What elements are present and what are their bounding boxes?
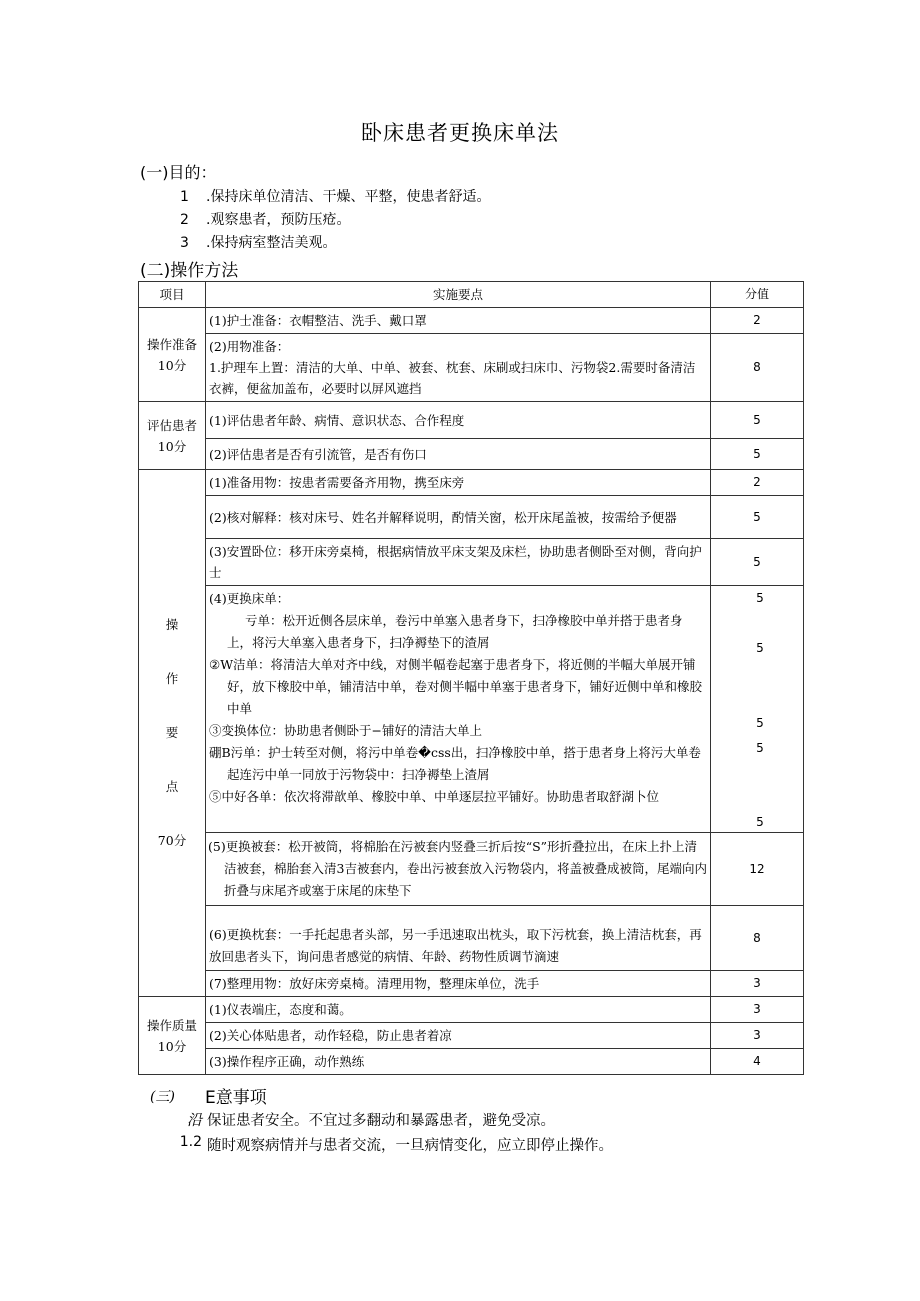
point-cell: (3)操作程序正确，动作熟练	[206, 1049, 711, 1075]
purpose-heading: (一)目的：	[140, 163, 217, 182]
point-cell: (1)护士准备：衣帽整洁、洗手、戴口罩	[206, 308, 711, 334]
purpose-num: 2	[180, 212, 189, 228]
table-row	[139, 539, 804, 586]
header-points: 实施要点	[206, 282, 711, 308]
score-cell: 12	[711, 833, 804, 906]
purpose-num: 3	[180, 235, 189, 251]
note-text: 保证患者安全。不宜过多翻动和暴露患者，避免受凉。	[207, 1113, 555, 1129]
item-quality	[139, 997, 206, 1075]
score-cell: 5	[711, 402, 804, 439]
table-row	[139, 586, 804, 833]
table-row	[139, 470, 804, 496]
sub-score: 5	[756, 741, 764, 755]
point-cell: (6)更换枕套：一手托起患者头部，另一手迅速取出枕头，取下污枕套，换上清洁枕套，再放回患者头下，询问患者感觉的病情、年龄、药物性质调节滴速	[206, 906, 711, 971]
score-cell: 3	[711, 1023, 804, 1049]
score-cell: 5	[711, 539, 804, 586]
point-cell: (1)仪表端庄，态度和蔼。	[206, 997, 711, 1023]
header-score: 分值	[711, 282, 804, 308]
score-cell	[711, 586, 804, 833]
item-char: 要	[165, 725, 179, 740]
note-text: 随时观察病情并与患者交流，一旦病情变化，应立即停止操作。	[207, 1138, 613, 1154]
point-cell: (5)更换被套：松开被筒，将棉胎在污被套内竖叠三折后按“S”形折叠拉出，在床上扑上清洁被套，棉胎套入清3吉被套内，卷出污被套放入污物袋内，将盖被叠成被筒，尾端向内折叠与床尾齐或塞于床尾的床垫下	[206, 833, 711, 906]
note-label: 沿	[186, 1111, 202, 1129]
purpose-text: .保持床单位清洁、干燥、平整，使患者舒适。	[206, 189, 491, 205]
table-row	[139, 997, 804, 1023]
point-line: ⑤中好各单：依次将滞歆单、橡胶中单、中单逐层拉平铺好。协助患者取舒湖卜位	[209, 789, 660, 804]
item-line: 操作质量	[146, 1017, 197, 1033]
procedure-table	[138, 281, 804, 1075]
purpose-text: .保持病室整洁美观。	[206, 235, 337, 251]
table-row	[139, 496, 804, 539]
score-cell: 2	[711, 308, 804, 334]
item-char: 点	[165, 779, 179, 794]
point-line: 1.护理车上置：清洁的大单、中单、被套、枕套、床刷或扫床巾、污物袋2.需要时备清洁衣裤，便盆加盖布，必要时以屏风遮挡	[209, 360, 696, 396]
score-cell: 8	[711, 334, 804, 402]
sub-score: 5	[756, 591, 764, 605]
table-row	[139, 906, 804, 971]
table-row	[139, 1049, 804, 1075]
purpose-num: 1	[180, 189, 189, 205]
purpose-text: .观察患者，预防压疮。	[206, 212, 351, 228]
purpose-item	[180, 232, 336, 252]
table-row	[139, 833, 804, 906]
point-line	[209, 610, 707, 654]
table-row	[139, 971, 804, 997]
header-item: 项目	[139, 282, 206, 308]
point-cell: (2)核对解释：核对床号、姓名并解释说明，酌情关窗，松开床尾盖被，按需给予便器	[206, 496, 711, 539]
score-cell: 8	[711, 906, 804, 971]
purpose-item	[180, 186, 490, 206]
score-cell: 3	[711, 971, 804, 997]
table-header-row	[139, 282, 804, 308]
item-char: 操	[165, 617, 179, 632]
note-label: 1.2	[179, 1134, 202, 1150]
point-cell	[206, 334, 711, 402]
score-cell: 3	[711, 997, 804, 1023]
point-cell: (2)关心体贴患者，动作轻稳，防止患者着凉	[206, 1023, 711, 1049]
point-cell	[206, 586, 711, 833]
point-text: 亏单：松开近侧各层床单，卷污中单塞入患者身下，扫净橡胶中单并搭于患者身上，将污大单塞入患者身下，扫净褥垫下的渣屑	[227, 613, 683, 650]
point-cell: (1)准备用物：按患者需要备齐用物，携至床旁	[206, 470, 711, 496]
table-row	[139, 334, 804, 402]
point-line: ②W洁单：将清洁大单对齐中线，对侧半幅卷起塞于患者身下，将近侧的半幅大单展开铺好，放下橡胶中单，铺清洁中单，卷对侧半幅中单塞于患者身下，铺好近侧中单和橡胶中单	[209, 657, 703, 716]
point-line: 硼B污单：护士转至对侧，将污中单卷�css出，扫净橡胶中单，搭于患者身上将污大单卷起连污中单一同放于污物袋中：扫净褥垫上渣屑	[209, 745, 701, 782]
table-row	[139, 402, 804, 439]
method-heading: (二)操作方法	[140, 261, 239, 281]
table-row	[139, 439, 804, 470]
page-title: 卧床患者更换床单法	[361, 121, 559, 145]
score-cell: 4	[711, 1049, 804, 1075]
item-prep: 操作准备10分	[139, 308, 206, 402]
sub-score: 5	[756, 815, 764, 829]
item-line: 10分	[157, 1038, 187, 1054]
point-cell: (3)安置卧位：移开床旁桌椅，根据病情放平床支架及床栏，协助患者侧卧至对侧，背向护士	[206, 539, 711, 586]
item-ops	[139, 470, 206, 997]
point-line: ③变换体位：协助患者侧卧于−铺好的清洁大单上	[209, 723, 482, 738]
notes-heading: E意事项	[205, 1088, 267, 1108]
point-line: (4)更换床单：	[209, 591, 290, 606]
point-cell: (2)评估患者是否有引流管，是否有伤口	[206, 439, 711, 470]
point-cell: (7)整理用物：放好床旁桌椅。清理用物，整理床单位，洗手	[206, 971, 711, 997]
point-line: (2)用物准备：	[209, 339, 290, 354]
notes-heading-prefix: (三)	[150, 1089, 175, 1105]
score-cell: 2	[711, 470, 804, 496]
score-cell: 5	[711, 439, 804, 470]
item-assess: 评估患者10分	[139, 402, 206, 470]
item-score: 70分	[157, 833, 187, 848]
item-char: 作	[165, 671, 179, 686]
sub-score: 5	[756, 716, 764, 730]
sub-score: 5	[756, 641, 764, 655]
score-cell: 5	[711, 496, 804, 539]
point-cell: (1)评估患者年龄、病情、意识状态、合作程度	[206, 402, 711, 439]
table-row	[139, 308, 804, 334]
table-row	[139, 1023, 804, 1049]
purpose-item	[180, 209, 350, 229]
